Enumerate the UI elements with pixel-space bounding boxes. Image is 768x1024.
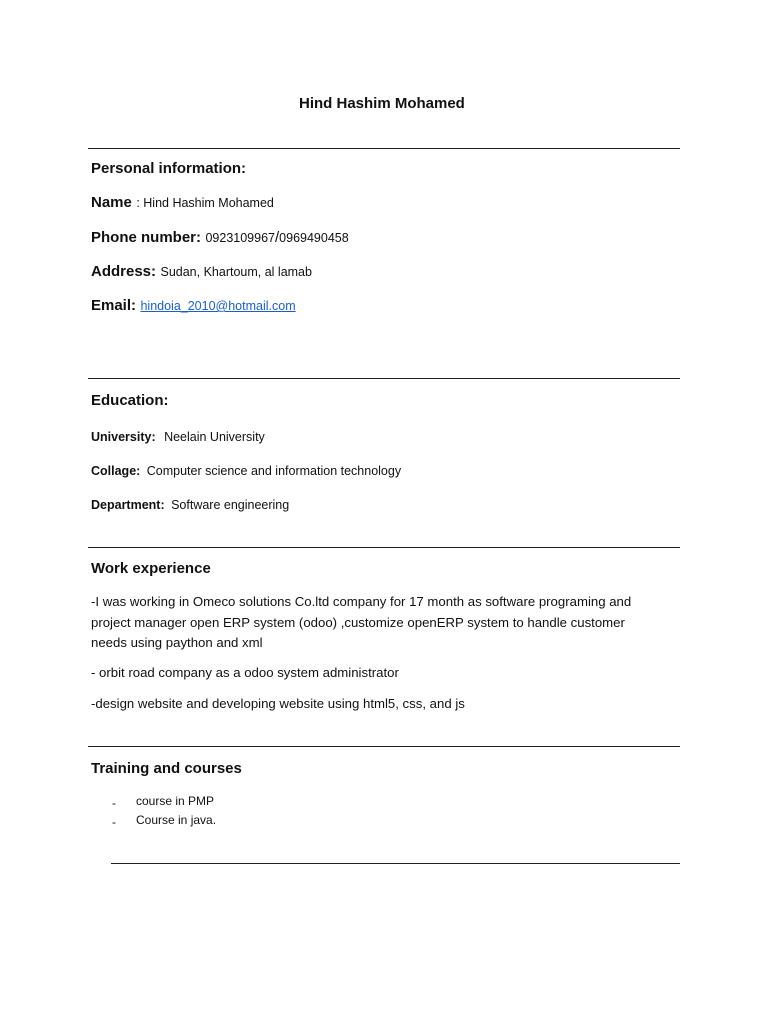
- university-label: University:: [91, 430, 156, 444]
- phone-separator: /: [275, 229, 280, 246]
- training-item-text: course in PMP: [136, 794, 215, 808]
- work-experience-heading: Work experience: [91, 560, 211, 577]
- personal-info-heading: Personal information:: [91, 160, 247, 177]
- bullet-dash: -: [112, 815, 116, 829]
- training-heading: Training and courses: [91, 760, 242, 777]
- divider-education: [88, 378, 680, 379]
- work-item-1-line-2: project manager open ERP system (odoo) ,customize openERP system to handle customer: [91, 614, 625, 630]
- phone-value-2: 0969490458: [279, 231, 349, 245]
- email-row: [91, 297, 296, 315]
- work-item-1-line-3: needs using paython and xml: [91, 635, 263, 650]
- education-heading: Education:: [91, 392, 169, 409]
- department-value: Software engineering: [171, 498, 290, 512]
- department-row: [91, 496, 289, 514]
- address-label: Address:: [91, 263, 157, 280]
- name-label: Name: [91, 194, 132, 211]
- department-label: Department:: [91, 498, 165, 512]
- address-row: [91, 263, 312, 281]
- email-link[interactable]: hindoia_2010@hotmail.com: [140, 299, 296, 313]
- work-item-3: -design website and developing website using html5, css, and js: [91, 696, 465, 711]
- college-label: Collage:: [91, 464, 141, 478]
- divider-bottom: [111, 863, 680, 864]
- divider-personal: [88, 148, 680, 149]
- university-value: Neelain University: [164, 430, 265, 444]
- work-item-2: - orbit road company as a odoo system administrator: [91, 665, 399, 680]
- bullet-dash: -: [112, 796, 116, 810]
- work-item-1-line-1: -I was working in Omeco solutions Co.ltd company for 17 month as software programing and: [91, 594, 632, 609]
- training-list-item: [112, 794, 215, 812]
- work-item-1: [91, 592, 631, 654]
- email-label: Email:: [91, 297, 137, 314]
- training-list-item: [112, 813, 217, 831]
- college-row: [91, 462, 401, 480]
- phone-label: Phone number:: [91, 229, 202, 246]
- name-value: : Hind Hashim Mohamed: [136, 196, 274, 210]
- name-row: [91, 194, 274, 212]
- divider-training: [88, 746, 680, 747]
- divider-work: [88, 547, 680, 548]
- page-title: Hind Hashim Mohamed: [299, 95, 465, 112]
- phone-value-1: 0923109967: [205, 231, 275, 245]
- college-value: Computer science and information technology: [146, 464, 402, 478]
- university-row: [91, 428, 265, 446]
- phone-row: [91, 229, 349, 247]
- training-item-text: Course in java.: [136, 813, 217, 827]
- address-value: Sudan, Khartoum, al lamab: [160, 265, 312, 279]
